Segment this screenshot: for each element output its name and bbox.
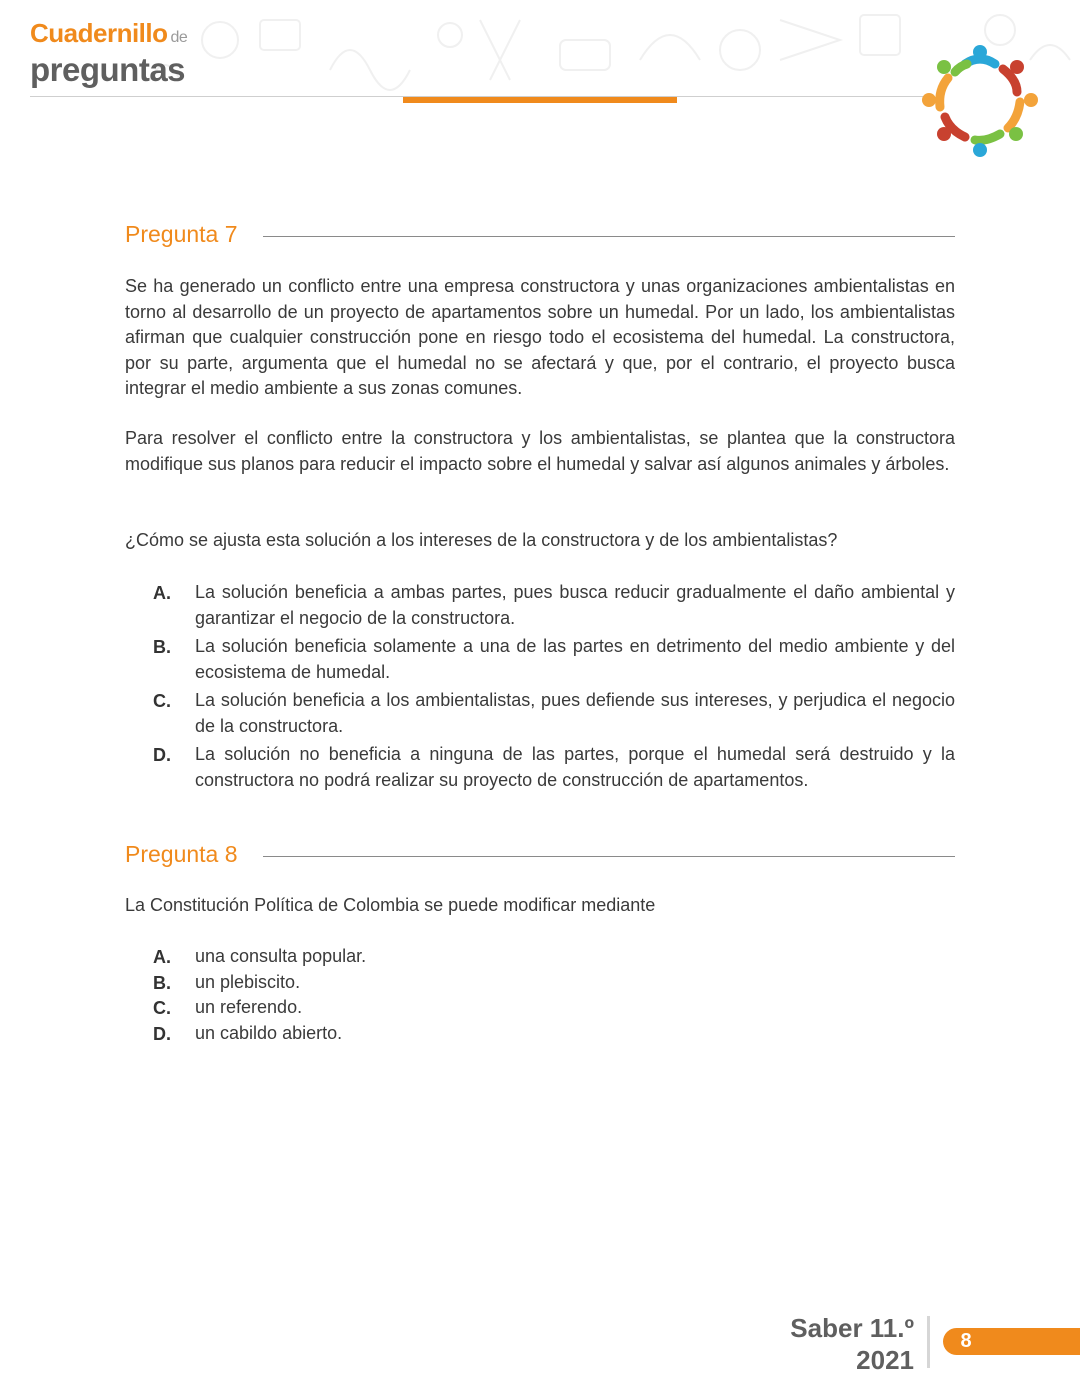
question-7-rule — [263, 236, 955, 237]
option-text: La solución no beneficia a ninguna de las partes, porque el humedal será destruido y la constructora no podrá realizar su proyecto de construcción de apartamentos. — [195, 744, 955, 790]
option-letter: D. — [153, 745, 171, 765]
brand-preguntas: preguntas — [30, 51, 186, 88]
question-8-prompt: La Constitución Política de Colombia se puede modificar mediante — [125, 895, 656, 915]
option-letter: A. — [153, 583, 171, 603]
brand-cuadernillo: Cuadernillo — [30, 18, 168, 48]
option-letter: C. — [153, 998, 171, 1018]
question-7-prompt: ¿Cómo se ajusta esta solución a los intereses de la constructora y de los ambientalistas? — [125, 530, 838, 550]
option-text: un referendo. — [195, 997, 303, 1017]
question-7-proposal: Para resolver el conflicto entre la constructora y los ambientalistas, se plantea que la constructora modifique sus planos para reducir el impacto sobre el humedal y salvar así algunos animales y árboles. — [125, 428, 955, 474]
question-8-option-b[interactable] — [125, 970, 955, 996]
people-circle-logo-icon — [920, 42, 1040, 162]
option-text: La solución beneficia solamente a una de las partes en detrimento del medio ambiente y del ecosistema de humedal. — [195, 636, 955, 682]
page-number: 8 — [960, 1330, 972, 1352]
question-7-option-c[interactable] — [125, 688, 955, 739]
question-7-heading — [125, 218, 955, 252]
page-number-tab — [943, 1328, 1080, 1355]
option-letter: A. — [153, 947, 171, 967]
question-8-option-c[interactable] — [125, 995, 955, 1021]
question-8-rule — [263, 856, 955, 857]
footer-divider — [927, 1316, 930, 1368]
question-7-option-a[interactable] — [125, 580, 955, 631]
option-letter: B. — [153, 972, 171, 993]
brand-logo-text — [30, 18, 187, 87]
brand-title-line1 — [30, 18, 187, 53]
option-text: una consulta popular. — [195, 946, 367, 966]
option-letter: C. — [153, 691, 171, 711]
question-8-heading — [125, 838, 955, 872]
option-text: un plebiscito. — [195, 971, 301, 992]
option-letter: B. — [153, 637, 171, 657]
option-text: un cabildo abierto. — [195, 1022, 343, 1043]
question-7-option-d[interactable] — [125, 742, 955, 793]
question-8-option-d[interactable] — [125, 1021, 955, 1047]
question-8-option-a[interactable] — [125, 944, 955, 970]
brand-de: de — [170, 29, 188, 46]
question-7-context: Se ha generado un conflicto entre una empresa constructora y unas organizaciones ambientalistas en torno al desarrollo de un proyecto de apartamentos sobre un humedal. Por un lado, los ambientalistas afirman que cualquier construcción pone en riesgo todo el ecosistema del humedal. La constructora, por su parte, argumenta que el humedal no se afectará y que, por el contrario, el proyecto busca integrar el medio ambiente a sus zonas comunes. — [125, 276, 955, 398]
footer-exam-label — [790, 1312, 914, 1376]
question-7-title: Pregunta 7 — [125, 221, 238, 247]
option-text: La solución beneficia a los ambientalistas, pues defiende sus intereses, y perjudica el negocio de la constructora. — [195, 690, 955, 736]
footer-exam-year: 2021 — [856, 1345, 914, 1375]
footer-exam-name: Saber 11.º — [790, 1313, 914, 1343]
question-7-option-b[interactable] — [125, 634, 955, 685]
question-8-options — [125, 944, 955, 1046]
question-8-title: Pregunta 8 — [125, 841, 238, 867]
question-7-options — [125, 580, 955, 796]
option-letter: D. — [153, 1023, 171, 1044]
header-accent-bar — [403, 97, 677, 103]
option-text: La solución beneficia a ambas partes, pues busca reducir gradualmente el daño ambiental y garantizar el negocio de la constructora. — [195, 582, 955, 628]
